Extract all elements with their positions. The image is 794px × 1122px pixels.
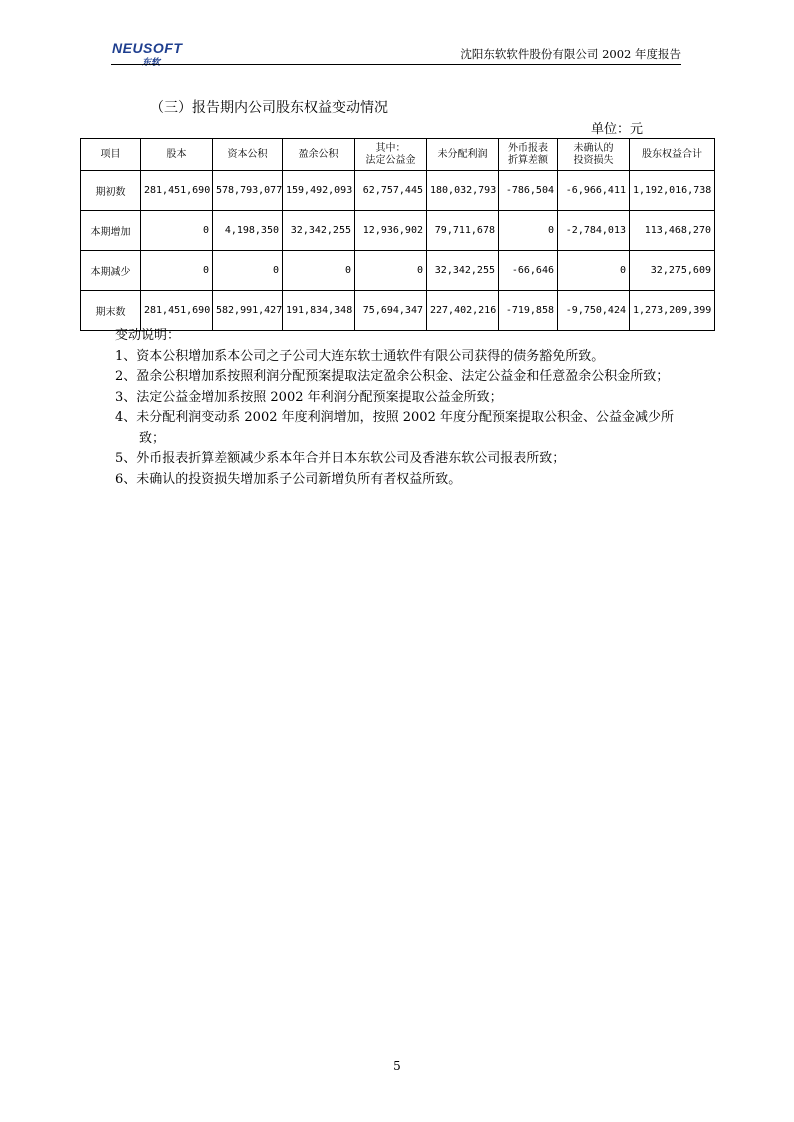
- table-cell: 113,468,270: [630, 211, 715, 251]
- column-header: [213, 139, 283, 171]
- note-item: 3、法定公益金增加系按照 2002 年利润分配预案提取公益金所致；: [115, 389, 503, 405]
- table-cell: 227,402,216: [427, 291, 499, 331]
- column-header-line: 折算差额: [508, 154, 548, 166]
- column-header: [81, 139, 141, 171]
- column-header-line: 外币报表: [508, 142, 548, 154]
- column-header: [283, 139, 355, 171]
- column-header-line: 法定公益金: [365, 154, 416, 166]
- table-cell: 32,342,255: [283, 211, 355, 251]
- table-cell: -719,858: [499, 291, 558, 331]
- table-cell: 191,834,348: [283, 291, 355, 331]
- note-item: 1、资本公积增加系本公司之子公司大连东软士通软件有限公司获得的债务豁免所致。: [115, 348, 605, 364]
- table-header-row: [81, 139, 715, 171]
- row-label: 期初数: [81, 171, 141, 211]
- table-cell: 0: [558, 251, 630, 291]
- column-header: [558, 139, 630, 171]
- column-header: [141, 139, 213, 171]
- unit-label: 单位：元: [591, 122, 644, 137]
- table-cell: 0: [355, 251, 427, 291]
- table-cell: 1,192,016,738: [630, 171, 715, 211]
- header-divider: [111, 64, 681, 65]
- document-header-title: 沈阳东软软件股份有限公司 2002 年度报告: [460, 47, 681, 61]
- notes-heading: 变动说明：: [115, 328, 181, 343]
- table-cell: 62,757,445: [355, 171, 427, 211]
- table-cell: 32,342,255: [427, 251, 499, 291]
- column-header-line: 股东权益合计: [642, 148, 702, 160]
- table-cell: 4,198,350: [213, 211, 283, 251]
- table-cell: 79,711,678: [427, 211, 499, 251]
- table-cell: 1,273,209,399: [630, 291, 715, 331]
- table-cell: 0: [141, 211, 213, 251]
- column-header-line: 资本公积: [227, 148, 268, 160]
- table-cell: -2,784,013: [558, 211, 630, 251]
- row-label: 本期增加: [81, 211, 141, 251]
- table-cell: 578,793,077: [213, 171, 283, 211]
- table-cell: -66,646: [499, 251, 558, 291]
- table-cell: 75,694,347: [355, 291, 427, 331]
- change-notes: [115, 326, 695, 490]
- column-header: [630, 139, 715, 171]
- table-cell: 180,032,793: [427, 171, 499, 211]
- table-cell: 582,991,427: [213, 291, 283, 331]
- column-header-line: 投资损失: [573, 154, 614, 166]
- table-cell: 281,451,690: [141, 291, 213, 331]
- section-title: （三）报告期内公司股东权益变动情况: [150, 100, 388, 116]
- table-cell: -9,750,424: [558, 291, 630, 331]
- table-cell: 0: [499, 211, 558, 251]
- logo-text: NEUSOFT: [112, 40, 183, 56]
- row-label: 本期减少: [81, 251, 141, 291]
- table-row: [81, 291, 715, 331]
- column-header-line: 项目: [100, 148, 121, 160]
- note-item: 2、盈余公积增加系按照利润分配预案提取法定盈余公积金、法定公益金和任意盈余公积金所致；: [115, 369, 670, 384]
- column-header-line: 股本: [166, 148, 187, 160]
- table-row: [81, 211, 715, 251]
- table-cell: 0: [213, 251, 283, 291]
- table-cell: 281,451,690: [141, 171, 213, 211]
- column-header: [427, 139, 499, 171]
- page-number: 5: [393, 1059, 401, 1073]
- column-header-line: 盈余公积: [298, 148, 339, 160]
- notes-list: [115, 347, 695, 491]
- note-item: 5、外币报表折算差额减少系本年合并日本东软公司及香港东软公司报表所致；: [115, 451, 566, 466]
- column-header-line: 未确认的: [573, 142, 614, 154]
- table-cell: -6,966,411: [558, 171, 630, 211]
- column-header: [355, 139, 427, 171]
- column-header: [499, 139, 558, 171]
- column-header-line: 未分配利润: [437, 148, 488, 160]
- table-cell: 32,275,609: [630, 251, 715, 291]
- table-cell: 0: [283, 251, 355, 291]
- note-item: 6、未确认的投资损失增加系子公司新增负所有者权益所致。: [115, 471, 462, 487]
- equity-change-table: [80, 138, 715, 331]
- note-item: 4、未分配利润变动系 2002 年度利润增加，按照 2002 年度分配预案提取公积金、公益金减少所致；: [115, 410, 674, 446]
- company-logo: [112, 40, 182, 66]
- table-row: [81, 251, 715, 291]
- table-cell: 159,492,093: [283, 171, 355, 211]
- table-cell: 0: [141, 251, 213, 291]
- logo-subtext: 东软: [142, 58, 161, 68]
- table-cell: 12,936,902: [355, 211, 427, 251]
- column-header-line: 其中：: [375, 142, 406, 154]
- row-label: 期末数: [81, 291, 141, 331]
- table-row: [81, 171, 715, 211]
- table-cell: -786,504: [499, 171, 558, 211]
